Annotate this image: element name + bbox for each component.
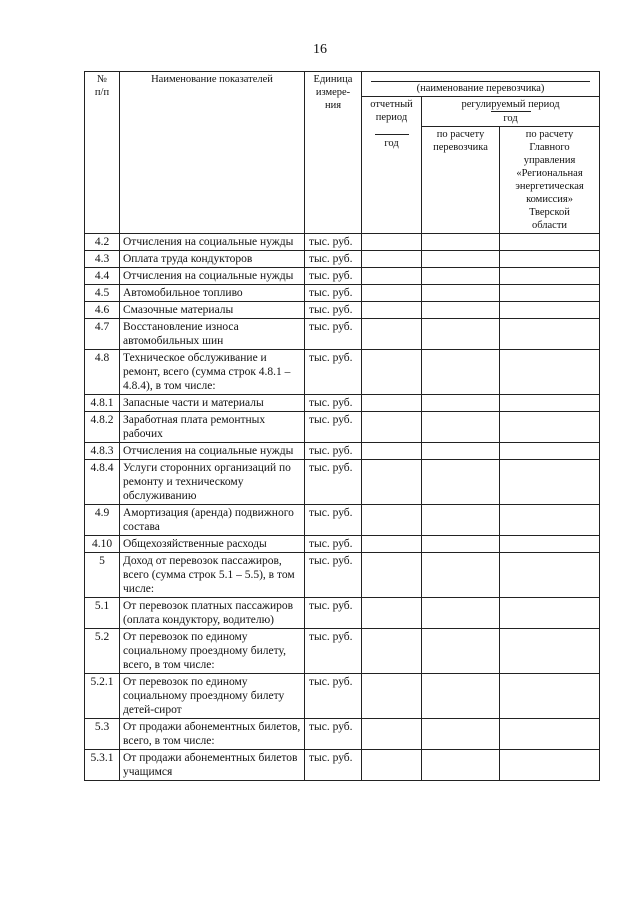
indicators-table [84, 71, 600, 781]
row-number: 4.8.4 [85, 460, 120, 505]
table-row [85, 598, 600, 629]
row-unit: тыс. руб. [305, 285, 362, 302]
table-row [85, 750, 600, 781]
row-name: Восстановление износа автомобильных шин [120, 319, 305, 350]
value-by-carrier [422, 319, 500, 350]
value-by-carrier [422, 412, 500, 443]
row-number: 4.8.2 [85, 412, 120, 443]
row-unit: тыс. руб. [305, 629, 362, 674]
value-reporting [362, 750, 422, 781]
value-by-rec [500, 536, 600, 553]
value-by-carrier [422, 268, 500, 285]
table-body [85, 234, 600, 781]
row-number: 5.1 [85, 598, 120, 629]
table-row [85, 629, 600, 674]
value-by-carrier [422, 350, 500, 395]
table-row [85, 350, 600, 395]
row-name: Отчисления на социальные нужды [120, 234, 305, 251]
row-name: От продажи абонементных билетов учащимся [120, 750, 305, 781]
value-by-rec [500, 350, 600, 395]
row-number: 5.3 [85, 719, 120, 750]
row-number: 4.10 [85, 536, 120, 553]
value-reporting [362, 598, 422, 629]
value-reporting [362, 268, 422, 285]
value-reporting [362, 505, 422, 536]
value-by-rec [500, 553, 600, 598]
row-unit: тыс. руб. [305, 395, 362, 412]
row-number: 4.5 [85, 285, 120, 302]
regulated-year-line [491, 111, 531, 112]
row-unit: тыс. руб. [305, 553, 362, 598]
row-name: Оплата труда кондукторов [120, 251, 305, 268]
value-by-carrier [422, 285, 500, 302]
row-unit: тыс. руб. [305, 674, 362, 719]
row-unit: тыс. руб. [305, 598, 362, 629]
value-by-rec [500, 598, 600, 629]
row-name: Заработная плата ремонтных рабочих [120, 412, 305, 443]
value-by-rec [500, 285, 600, 302]
row-number: 4.8.3 [85, 443, 120, 460]
value-reporting [362, 350, 422, 395]
row-unit: тыс. руб. [305, 268, 362, 285]
row-unit: тыс. руб. [305, 412, 362, 443]
value-by-rec [500, 302, 600, 319]
row-unit: тыс. руб. [305, 750, 362, 781]
value-reporting [362, 536, 422, 553]
value-by-carrier [422, 674, 500, 719]
header-num: № п/п [85, 72, 120, 234]
table-row [85, 553, 600, 598]
row-name: Общехозяйственные расходы [120, 536, 305, 553]
table-row [85, 719, 600, 750]
reporting-year-line [375, 134, 409, 135]
row-name: Смазочные материалы [120, 302, 305, 319]
value-reporting [362, 319, 422, 350]
table-row [85, 505, 600, 536]
value-reporting [362, 674, 422, 719]
carrier-name-line [371, 81, 590, 82]
row-unit: тыс. руб. [305, 302, 362, 319]
header-unit: Единица измере- ния [305, 72, 362, 234]
value-by-carrier [422, 395, 500, 412]
value-reporting [362, 460, 422, 505]
row-name: Автомобильное топливо [120, 285, 305, 302]
value-by-rec [500, 412, 600, 443]
table-row [85, 251, 600, 268]
row-number: 4.9 [85, 505, 120, 536]
value-by-rec [500, 319, 600, 350]
table-row [85, 412, 600, 443]
table-header [85, 72, 600, 234]
row-name: От перевозок по единому социальному проездному билету детей-сирот [120, 674, 305, 719]
row-name: Отчисления на социальные нужды [120, 443, 305, 460]
row-number: 4.8.1 [85, 395, 120, 412]
value-by-rec [500, 505, 600, 536]
row-unit: тыс. руб. [305, 251, 362, 268]
value-reporting [362, 553, 422, 598]
row-unit: тыс. руб. [305, 536, 362, 553]
row-unit: тыс. руб. [305, 505, 362, 536]
row-number: 5.2.1 [85, 674, 120, 719]
row-number: 5 [85, 553, 120, 598]
value-reporting [362, 395, 422, 412]
table-row [85, 268, 600, 285]
row-name: Амортизация (аренда) подвижного состава [120, 505, 305, 536]
value-by-carrier [422, 460, 500, 505]
row-unit: тыс. руб. [305, 460, 362, 505]
value-by-carrier [422, 598, 500, 629]
value-by-carrier [422, 302, 500, 319]
value-reporting [362, 629, 422, 674]
value-by-rec [500, 719, 600, 750]
row-name: От перевозок платных пассажиров (оплата кондуктору, водителю) [120, 598, 305, 629]
value-reporting [362, 234, 422, 251]
table-row [85, 460, 600, 505]
table-row [85, 234, 600, 251]
header-by-carrier: по расчету перевозчика [422, 127, 500, 234]
table-row [85, 443, 600, 460]
page-number: 16 [313, 42, 327, 57]
value-by-rec [500, 251, 600, 268]
table-row [85, 285, 600, 302]
row-number: 5.3.1 [85, 750, 120, 781]
value-by-carrier [422, 443, 500, 460]
row-name: Услуги сторонних организаций по ремонту и техническому обслуживанию [120, 460, 305, 505]
header-by-rec: по расчету Главного управления «Региональная энергетическая комиссия» Тверской области [500, 127, 600, 234]
table-row [85, 395, 600, 412]
row-name: Доход от перевозок пассажиров, всего (сумма строк 5.1 – 5.5), в том числе: [120, 553, 305, 598]
row-number: 5.2 [85, 629, 120, 674]
row-name: Техническое обслуживание и ремонт, всего (сумма строк 4.8.1 – 4.8.4), в том числе: [120, 350, 305, 395]
table-row [85, 536, 600, 553]
row-name: От продажи абонементных билетов, всего, в том числе: [120, 719, 305, 750]
value-by-carrier [422, 553, 500, 598]
row-number: 4.6 [85, 302, 120, 319]
value-by-carrier [422, 505, 500, 536]
value-by-rec [500, 268, 600, 285]
table-row [85, 302, 600, 319]
row-number: 4.4 [85, 268, 120, 285]
value-reporting [362, 251, 422, 268]
row-number: 4.3 [85, 251, 120, 268]
value-by-rec [500, 629, 600, 674]
header-name: Наименование показателей [120, 72, 305, 234]
value-by-rec [500, 750, 600, 781]
value-by-rec [500, 395, 600, 412]
value-by-carrier [422, 251, 500, 268]
row-unit: тыс. руб. [305, 719, 362, 750]
row-name: От перевозок по единому социальному проездному билету, всего, в том числе: [120, 629, 305, 674]
value-by-carrier [422, 234, 500, 251]
value-by-carrier [422, 750, 500, 781]
row-unit: тыс. руб. [305, 350, 362, 395]
value-reporting [362, 443, 422, 460]
value-reporting [362, 719, 422, 750]
table-row [85, 319, 600, 350]
row-name: Запасные части и материалы [120, 395, 305, 412]
value-reporting [362, 302, 422, 319]
row-number: 4.2 [85, 234, 120, 251]
table-row [85, 674, 600, 719]
row-unit: тыс. руб. [305, 234, 362, 251]
value-reporting [362, 412, 422, 443]
value-by-carrier [422, 719, 500, 750]
value-reporting [362, 285, 422, 302]
row-unit: тыс. руб. [305, 443, 362, 460]
row-name: Отчисления на социальные нужды [120, 268, 305, 285]
value-by-carrier [422, 629, 500, 674]
value-by-rec [500, 674, 600, 719]
header-carrier: (наименование перевозчика) [362, 72, 600, 97]
row-number: 4.7 [85, 319, 120, 350]
value-by-carrier [422, 536, 500, 553]
row-number: 4.8 [85, 350, 120, 395]
header-reporting-period: отчетный период год [362, 97, 422, 234]
header-regulated-period: регулируемый период год [422, 97, 600, 127]
row-unit: тыс. руб. [305, 319, 362, 350]
value-by-rec [500, 234, 600, 251]
value-by-rec [500, 460, 600, 505]
value-by-rec [500, 443, 600, 460]
